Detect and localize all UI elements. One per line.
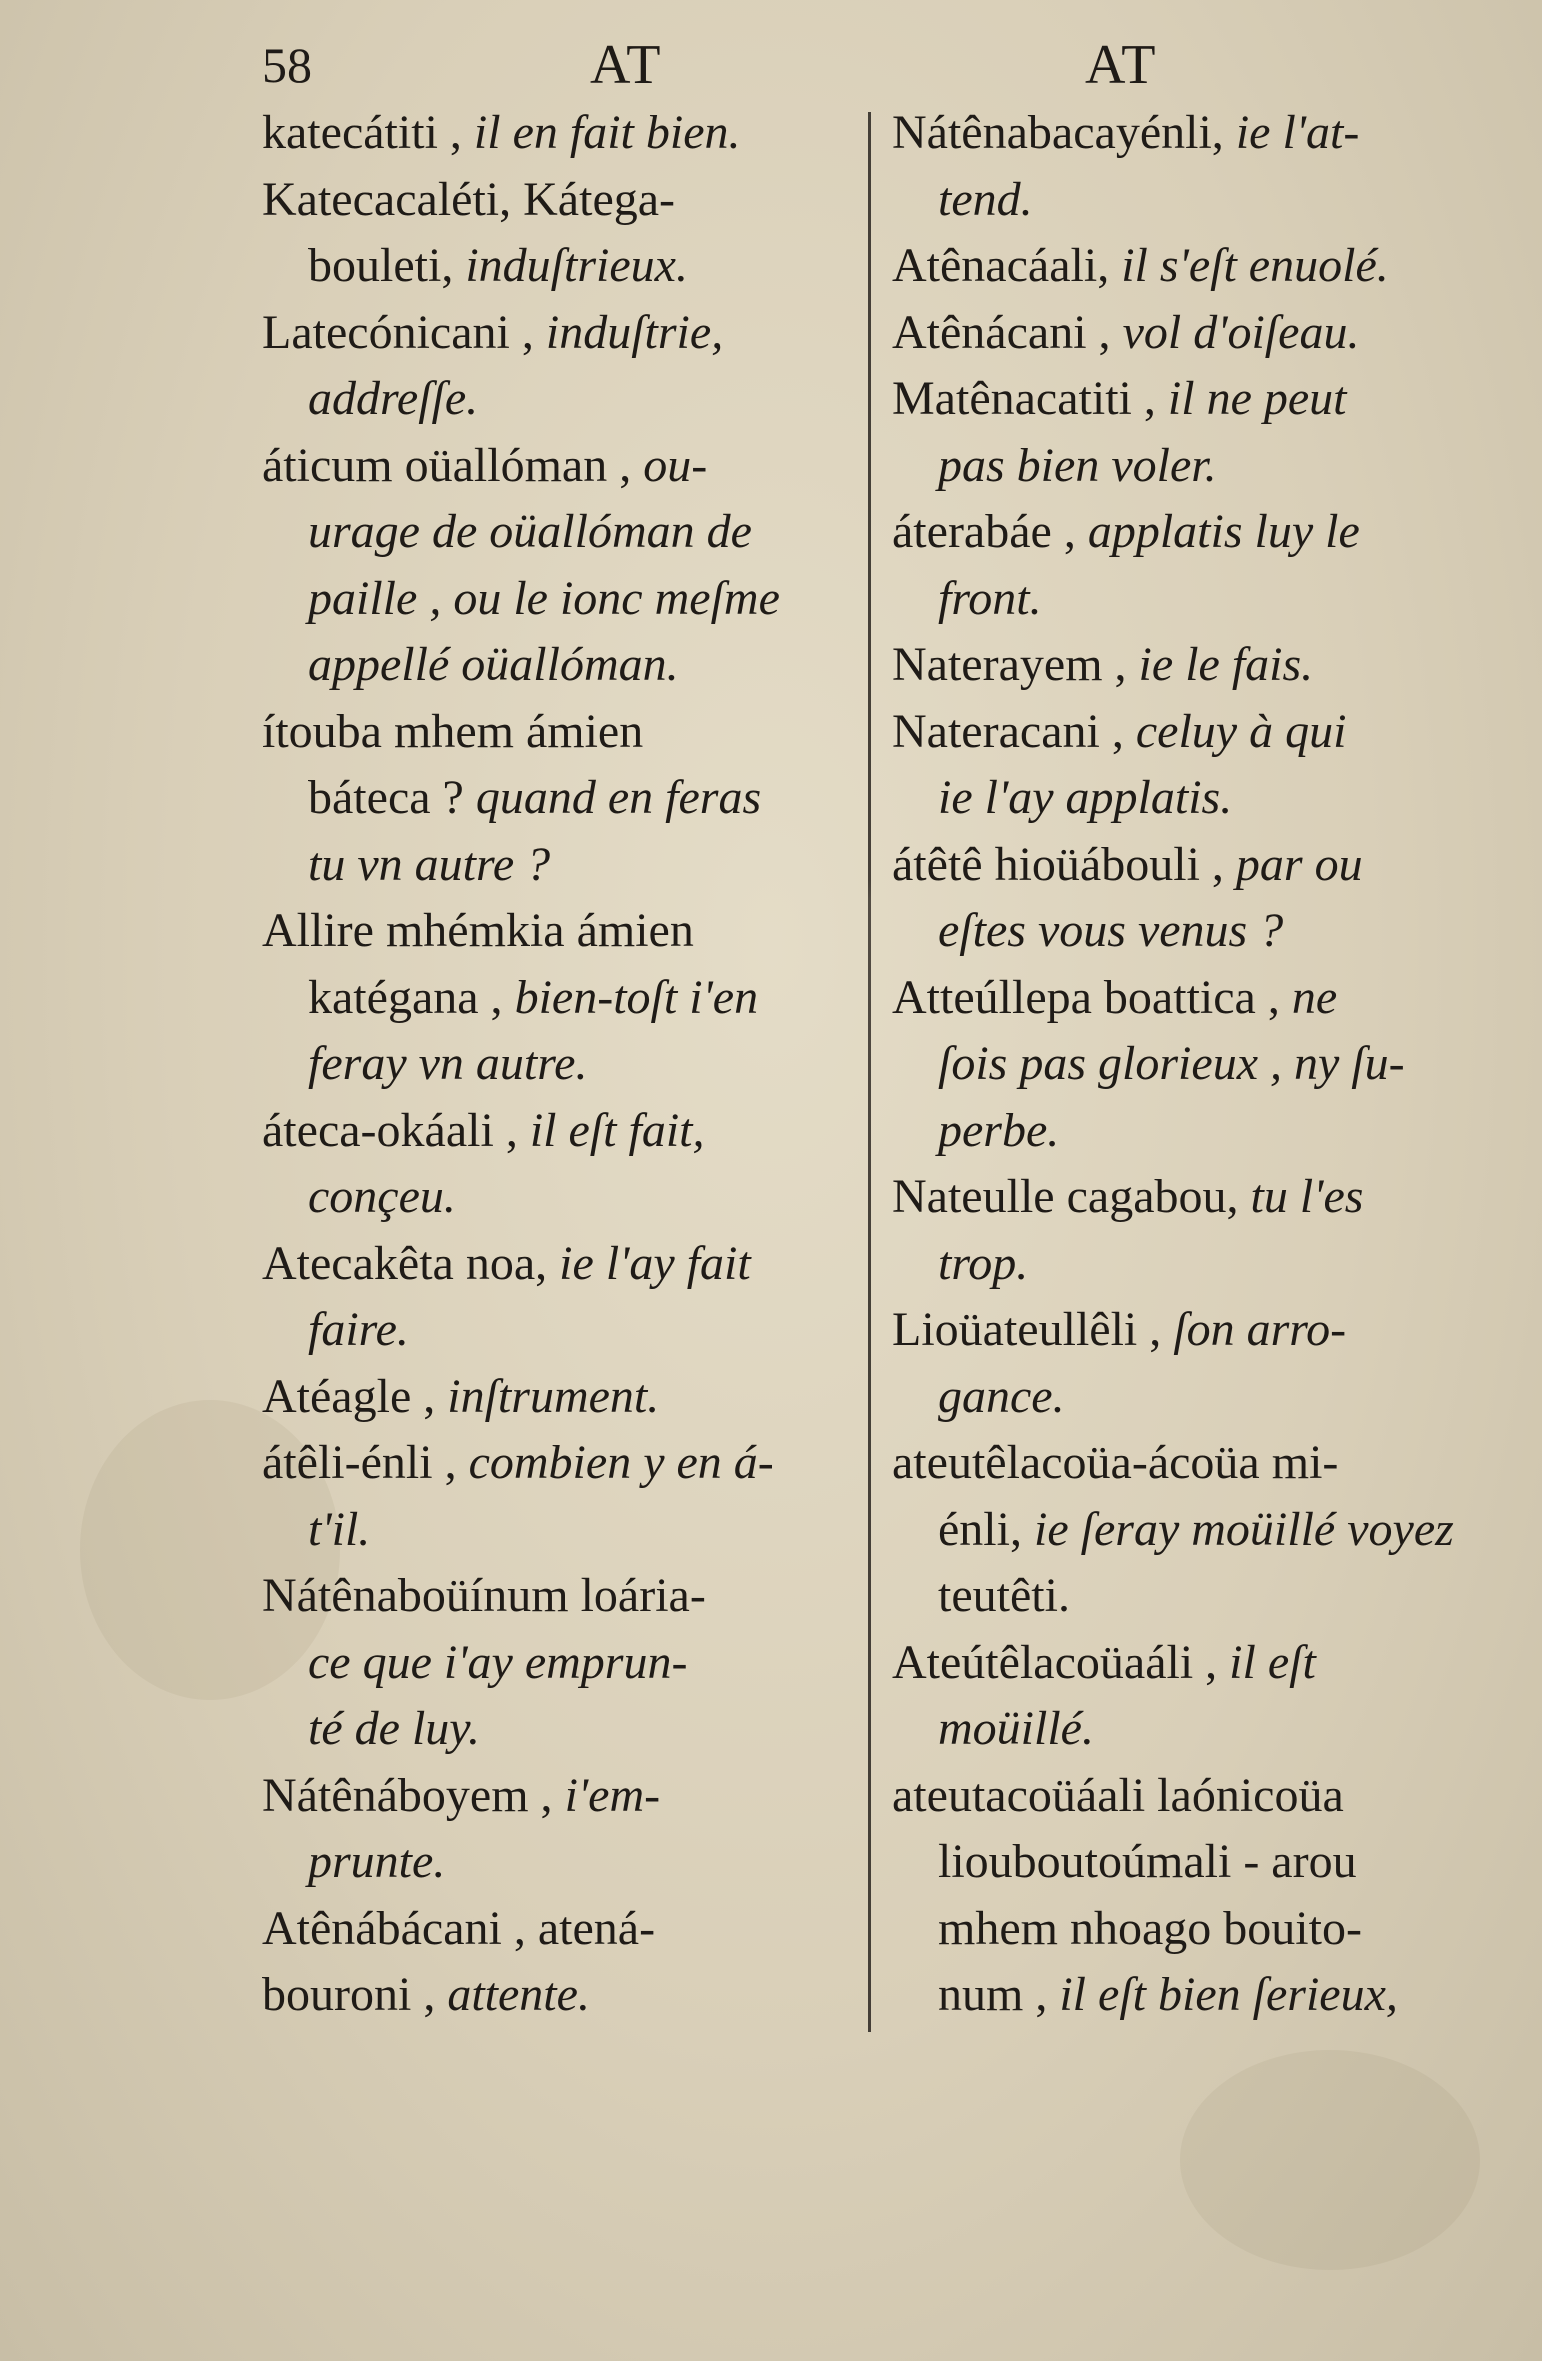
paper-stain	[1180, 2050, 1480, 2270]
text-line	[262, 1031, 852, 1098]
headword-text: Naterayem ,	[892, 638, 1127, 691]
translation-text: prunte.	[308, 1835, 446, 1888]
text-line	[892, 765, 1492, 832]
text-line	[262, 1430, 852, 1497]
headword-text: áteca-okáali ,	[262, 1103, 518, 1157]
text-line	[892, 1962, 1492, 2029]
translation-text: gance.	[938, 1369, 1065, 1423]
text-line	[892, 1497, 1492, 1564]
translation-text: paille , ou le ionc meſme	[308, 571, 780, 625]
translation-text: trop.	[938, 1236, 1029, 1290]
headword-text: átêli-énli ,	[262, 1436, 457, 1489]
text-line	[892, 1696, 1492, 1763]
headword-text: Nátênáboyem ,	[262, 1768, 553, 1822]
headword-text: ateutacoüáali laónicoüa	[892, 1768, 1344, 1822]
text-line	[262, 1231, 852, 1298]
headword-text: áterabáe ,	[892, 505, 1076, 558]
text-line	[262, 1497, 852, 1564]
translation-text: tu vn autre ?	[308, 837, 551, 891]
headword-text: Nateracani ,	[892, 704, 1124, 758]
translation-text: par ou	[1235, 837, 1363, 891]
headword-text: Atênábácani , atená-	[262, 1901, 656, 1955]
translation-text: induſtrie,	[545, 305, 724, 359]
left-column	[262, 100, 852, 2029]
headword-text: áticum oüallóman ,	[262, 438, 632, 492]
headword-text: Atéagle ,	[262, 1369, 436, 1423]
text-line	[892, 167, 1492, 234]
text-line	[262, 566, 852, 633]
translation-text: ie l'ay applatis.	[938, 771, 1233, 824]
headword-text: Atecakêta noa,	[262, 1236, 548, 1290]
text-line	[892, 1430, 1492, 1497]
text-line	[262, 832, 852, 899]
headword-text: ítouba mhem ámien	[262, 704, 644, 758]
text-line	[892, 1297, 1492, 1364]
headword-text: Allire mhémkia ámien	[262, 904, 694, 957]
text-line	[892, 1164, 1492, 1231]
translation-text: i'em-	[564, 1768, 661, 1822]
text-line	[892, 1829, 1492, 1896]
page-number: 58	[262, 37, 312, 93]
translation-text: moüillé.	[938, 1702, 1094, 1755]
translation-text: conçeu.	[308, 1170, 456, 1223]
translation-text: applatis luy le	[1087, 505, 1360, 558]
text-line	[262, 1563, 852, 1630]
headword-text: liouboutoúmali - arou	[938, 1835, 1357, 1888]
translation-text: ie l'at-	[1235, 106, 1360, 159]
headword-text: énli,	[938, 1502, 1022, 1556]
text-line	[262, 1896, 852, 1963]
headword-text: báteca ?	[308, 771, 464, 824]
translation-text: tu l'es	[1250, 1170, 1364, 1223]
text-line	[892, 100, 1492, 167]
headword-text: Atênácani ,	[892, 305, 1111, 359]
translation-text: front.	[938, 571, 1042, 625]
text-line	[892, 699, 1492, 766]
text-line	[262, 1164, 852, 1231]
text-line	[262, 499, 852, 566]
text-line	[262, 1962, 852, 2029]
headword-text: Ateútêlacoüaáli ,	[892, 1635, 1218, 1689]
text-line	[262, 1829, 852, 1896]
translation-text: pas bien voler.	[938, 438, 1217, 492]
translation-text: vol d'oiſeau.	[1122, 305, 1360, 359]
text-line	[892, 1231, 1492, 1298]
text-line	[892, 300, 1492, 367]
headword-text: átêtê hioüábouli ,	[892, 837, 1224, 891]
text-line	[262, 300, 852, 367]
text-line	[892, 566, 1492, 633]
running-head-left: AT	[590, 34, 663, 96]
headword-text: Latecónicani ,	[262, 305, 534, 359]
text-line	[892, 1364, 1492, 1431]
translation-text: ſois pas glorieux , ny ſu-	[938, 1037, 1405, 1090]
text-line	[262, 965, 852, 1032]
text-line	[262, 765, 852, 832]
text-line	[262, 100, 852, 167]
text-line	[262, 1297, 852, 1364]
text-line	[892, 1763, 1492, 1830]
translation-text: eſtes vous venus ?	[938, 904, 1284, 957]
text-line	[262, 433, 852, 500]
text-line	[892, 499, 1492, 566]
translation-text: tend.	[938, 172, 1033, 226]
headword-text: Nateulle cagabou,	[892, 1170, 1239, 1223]
translation-text: ie ſeray moüillé voyez	[1033, 1502, 1454, 1556]
text-line	[262, 1763, 852, 1830]
text-line	[892, 233, 1492, 300]
text-line	[262, 167, 852, 234]
translation-text: t'il.	[308, 1502, 371, 1556]
right-column	[892, 100, 1492, 2029]
translation-text: il ne peut	[1167, 372, 1347, 425]
translation-text: ne	[1291, 970, 1338, 1024]
headword-text: Atteúllepa boattica ,	[892, 970, 1280, 1024]
translation-text: ou-	[643, 438, 708, 492]
translation-text: celuy à qui	[1135, 704, 1347, 758]
text-line	[262, 1696, 852, 1763]
text-line	[262, 632, 852, 699]
translation-text: urage de oüallóman de	[308, 505, 752, 558]
text-line	[892, 832, 1492, 899]
text-line	[262, 233, 852, 300]
translation-text: appellé oüallóman.	[308, 638, 679, 691]
translation-text: ce que i'ay emprun-	[308, 1635, 688, 1689]
text-line	[892, 632, 1492, 699]
translation-text: ie le fais.	[1138, 638, 1314, 691]
text-line	[892, 1896, 1492, 1963]
translation-text: quand en feras	[475, 771, 762, 824]
text-line	[262, 366, 852, 433]
headword-text: num ,	[938, 1968, 1048, 2021]
headword-text: Nátênabacayénli,	[892, 106, 1224, 159]
headword-text: ateutêlacoüa-ácoüa mi-	[892, 1436, 1339, 1489]
text-line	[262, 1098, 852, 1165]
translation-text: il eſt bien ſerieux,	[1059, 1968, 1398, 2021]
translation-text: il eſt fait,	[529, 1103, 705, 1157]
headword-text: Katecacaléti, Kátega-	[262, 172, 676, 226]
translation-text: combien y en á-	[468, 1436, 774, 1489]
translation-text: perbe.	[938, 1103, 1060, 1157]
text-line	[892, 898, 1492, 965]
column-divider	[868, 112, 871, 2032]
headword-text: Lioüateullêli ,	[892, 1303, 1162, 1356]
headword-text: Nátênaboüínum loária-	[262, 1569, 706, 1622]
translation-text: il en fait bien.	[473, 106, 741, 159]
text-line	[262, 898, 852, 965]
headword-text: Matênacatiti ,	[892, 372, 1156, 425]
translation-text: addreſſe.	[308, 372, 479, 425]
translation-text: bien-toſt i'en	[514, 970, 759, 1024]
running-head-right: AT	[1085, 34, 1158, 96]
translation-text: attente.	[447, 1968, 590, 2021]
text-line	[892, 1630, 1492, 1697]
translation-text: inſtrument.	[447, 1369, 660, 1423]
headword-text: bouleti,	[308, 239, 454, 292]
text-line	[892, 1563, 1492, 1630]
translation-text: il s'eſt enuolé.	[1121, 239, 1389, 292]
headword-text: mhem nhoago bouito-	[938, 1901, 1362, 1955]
text-line	[262, 699, 852, 766]
text-line	[892, 965, 1492, 1032]
text-line	[892, 366, 1492, 433]
translation-text: il eſt	[1229, 1635, 1316, 1689]
headword-text: Atênacáali,	[892, 239, 1110, 292]
text-line	[892, 1031, 1492, 1098]
translation-text: feray vn autre.	[308, 1037, 588, 1090]
headword-text: katégana ,	[308, 970, 503, 1024]
translation-text: ſon arro-	[1173, 1303, 1347, 1356]
text-line	[262, 1364, 852, 1431]
text-line	[892, 1098, 1492, 1165]
text-line	[262, 1630, 852, 1697]
headword-text: teutêti.	[938, 1569, 1070, 1622]
translation-text: ie l'ay fait	[559, 1236, 751, 1290]
text-line	[892, 433, 1492, 500]
headword-text: bouroni ,	[262, 1968, 436, 2021]
headword-text: katecátiti ,	[262, 106, 462, 159]
translation-text: té de luy.	[308, 1702, 480, 1755]
translation-text: induſtrieux.	[465, 239, 688, 292]
translation-text: faire.	[308, 1303, 409, 1356]
